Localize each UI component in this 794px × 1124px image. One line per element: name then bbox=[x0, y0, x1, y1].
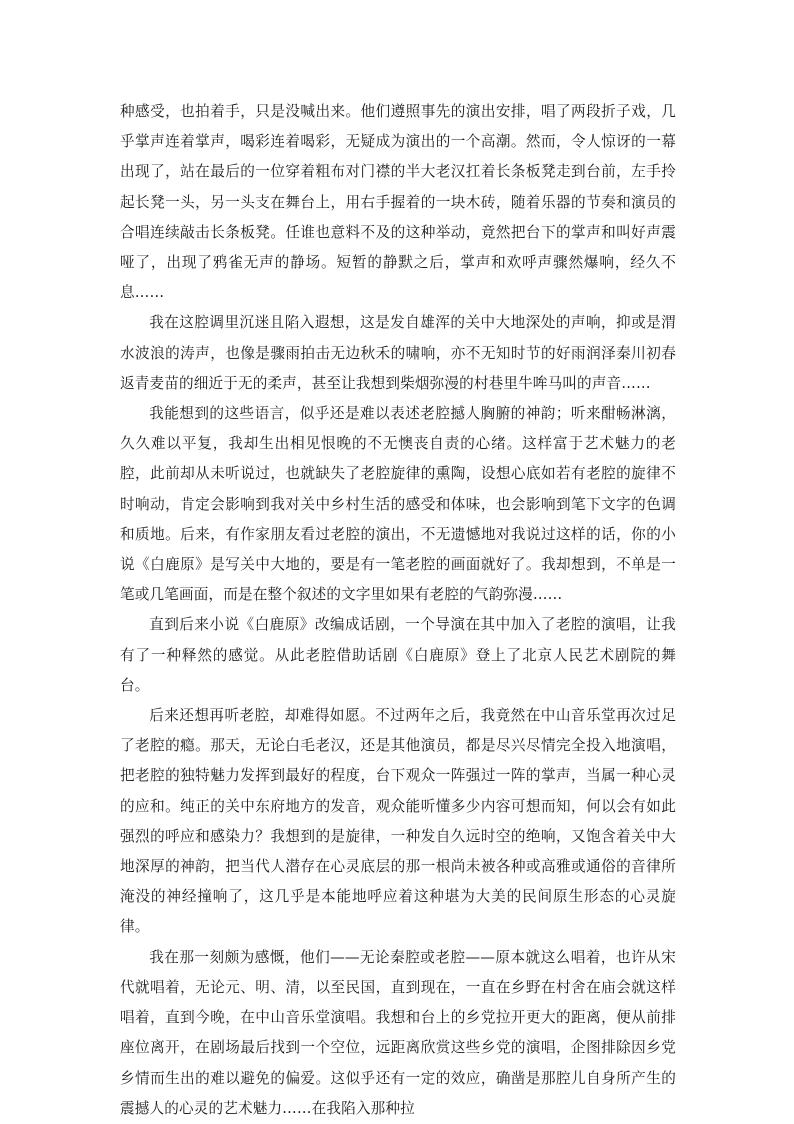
paragraph-5: 后来还想再听老腔，却难得如愿。不过两年之后，我竟然在中山音乐堂再次过足了老腔的瘾。那天，无论白毛老汉，还是其他演员，都是尽兴尽情完全投入地演唱，把老腔的独特魅力发挥到最好的程度，台下观众一阵强过一阵的掌声，当属一种心灵的应和。纯正的关中东府地方的发音，观众能听懂多少内容可想而知，何以会有如此强烈的呼应和感染力？我想到的是旋律，一种发自久远时空的绝响，又饱含着关中大地深厚的神韵，把当代人潜存在心灵底层的那一根尚未被各种或高雅或通俗的音律所淹没的神经撞响了，这几乎是本能地呼应着这种堪为大美的民间原生形态的心灵旋律。 bbox=[120, 707, 676, 936]
paragraph-1: 种感受，也拍着手，只是没喊出来。他们遵照事先的演出安排，唱了两段折子戏，几乎掌声连着掌声，喝彩连着喝彩，无疑成为演出的一个高潮。然而，令人惊讶的一幕出现了，站在最后的一位穿着粗布对门襟的半大老汉扛着长条板凳走到台前，左手拎起长凳一头，另一头支在舞台上，用右手握着的一块木砖，随着乐器的节奏和演员的合唱连续敲击长条板凳。任谁也意料不及的这种举动，竟然把台下的掌声和叫好声震哑了，出现了鸦雀无声的静场。短暂的静默之后，掌声和欢呼声骤然爆响，经久不息…… bbox=[120, 103, 676, 302]
paragraph-4: 直到后来小说《白鹿原》改编成话剧，一个导演在其中加入了老腔的演唱，让我有了一种释然的感觉。从此老腔借助话剧《白鹿原》登上了北京人民艺术剧院的舞台。 bbox=[120, 616, 676, 694]
paragraph-2: 我在这腔调里沉迷且陷入遐想，这是发自雄浑的关中大地深处的声响，抑或是渭水波浪的涛声，也像是骤雨拍击无边秋禾的啸响，亦不无知时节的好雨润泽秦川初春返青麦苗的细近于无的柔声，甚至让我想到柴烟弥漫的村巷里牛哞马叫的声音…… bbox=[120, 314, 676, 392]
paragraph-6: 我在那一刻颇为感慨，他们——无论秦腔或老腔——原本就这么唱着，也许从宋代就唱着，无论元、明、清，以至民国，直到现在，一直在乡野在村舍在庙会就这样唱着，直到今晚，在中山音乐堂演唱。我想和台上的乡党拉开更大的距离，便从前排座位离开，在剧场最后找到一个空位，远距离欣赏这些乡党的演唱，企图排除因乡党乡情而生出的难以避免的偏爱。这似乎还有一定的效应，确凿是那腔儿自身所产生的震撼人的心灵的艺术魅力……在我陷入那种拉 bbox=[120, 948, 676, 1117]
paragraph-3: 我能想到的这些语言，似乎还是难以表述老腔撼人胸腑的神韵；听来酣畅淋漓，久久难以平复，我却生出相见恨晚的不无懊丧自责的心绪。这样富于艺术魅力的老腔，此前却从未听说过，也就缺失了老腔旋律的熏陶，设想心底如若有老腔的旋律不时响动，肯定会影响到我对关中乡村生活的感受和体味，也会影响到笔下文字的色调和质地。后来，有作家朋友看过老腔的演出，不无遗憾地对我说过这样的话，你的小说《白鹿原》是写关中大地的，要是有一笔老腔的画面就好了。我却想到，不单是一笔或几笔画面，而是在整个叙述的文字里如果有老腔的气韵弥漫…… bbox=[120, 405, 676, 604]
document-page bbox=[120, 97, 676, 1124]
